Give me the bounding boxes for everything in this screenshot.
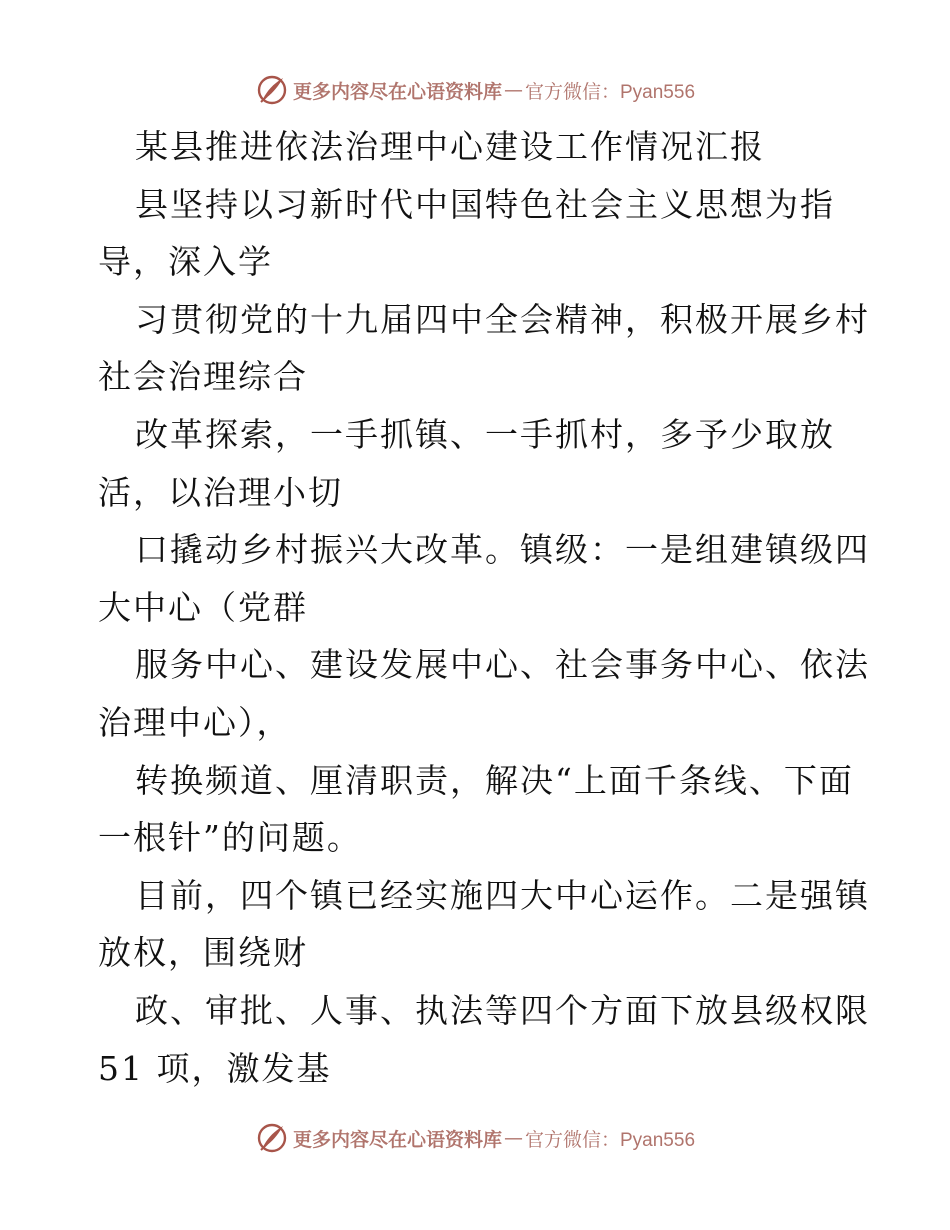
text-line: 习贯彻党的十九届四中全会精神，积极开展乡村 xyxy=(135,299,870,339)
text-line: 大中心（党群 xyxy=(98,587,308,627)
quill-pen-logo-icon xyxy=(255,73,289,107)
text-line: 目前，四个镇已经实施四大中心运作。二是强镇 xyxy=(135,875,870,915)
footer-watermark xyxy=(0,1118,950,1158)
quill-pen-logo-icon xyxy=(255,1121,289,1155)
text-line: 转换频道、厘清职责，解决“上面千条线、下面 xyxy=(135,760,854,800)
text-line: 51 项，激发基 xyxy=(98,1048,332,1088)
watermark-separator: — xyxy=(504,1127,523,1149)
watermark-contact: 官方微信：Pyan556 xyxy=(525,81,696,103)
watermark-text: 更多内容尽在心语资料库 xyxy=(292,1128,502,1151)
text-line: 治理中心）， xyxy=(98,702,292,742)
text-line: 县坚持以习新时代中国特色社会主义思想为指 xyxy=(135,184,835,224)
watermark-contact: 官方微信：Pyan556 xyxy=(525,1129,696,1151)
text-line: 社会治理综合 xyxy=(98,357,308,397)
text-line: 放权，围绕财 xyxy=(98,933,308,973)
text-line: 活，以治理小切 xyxy=(98,472,343,512)
text-line: 改革探索，一手抓镇、一手抓村，多予少取放 xyxy=(135,414,835,454)
text-line: 导，深入学 xyxy=(98,242,273,282)
text-line: 服务中心、建设发展中心、社会事务中心、依法 xyxy=(135,645,870,685)
text-line: 口撬动乡村振兴大改革。镇级：一是组建镇级四 xyxy=(135,530,870,570)
watermark-text: 更多内容尽在心语资料库 xyxy=(292,80,502,103)
document-title: 某县推进依法治理中心建设工作情况汇报 xyxy=(135,127,765,166)
watermark-separator: — xyxy=(504,79,523,101)
header-watermark xyxy=(0,70,950,110)
text-line: 一根针”的问题。 xyxy=(98,818,362,858)
document-body xyxy=(98,118,870,1097)
text-line: 政、审批、人事、执法等四个方面下放县级权限 xyxy=(135,990,870,1030)
